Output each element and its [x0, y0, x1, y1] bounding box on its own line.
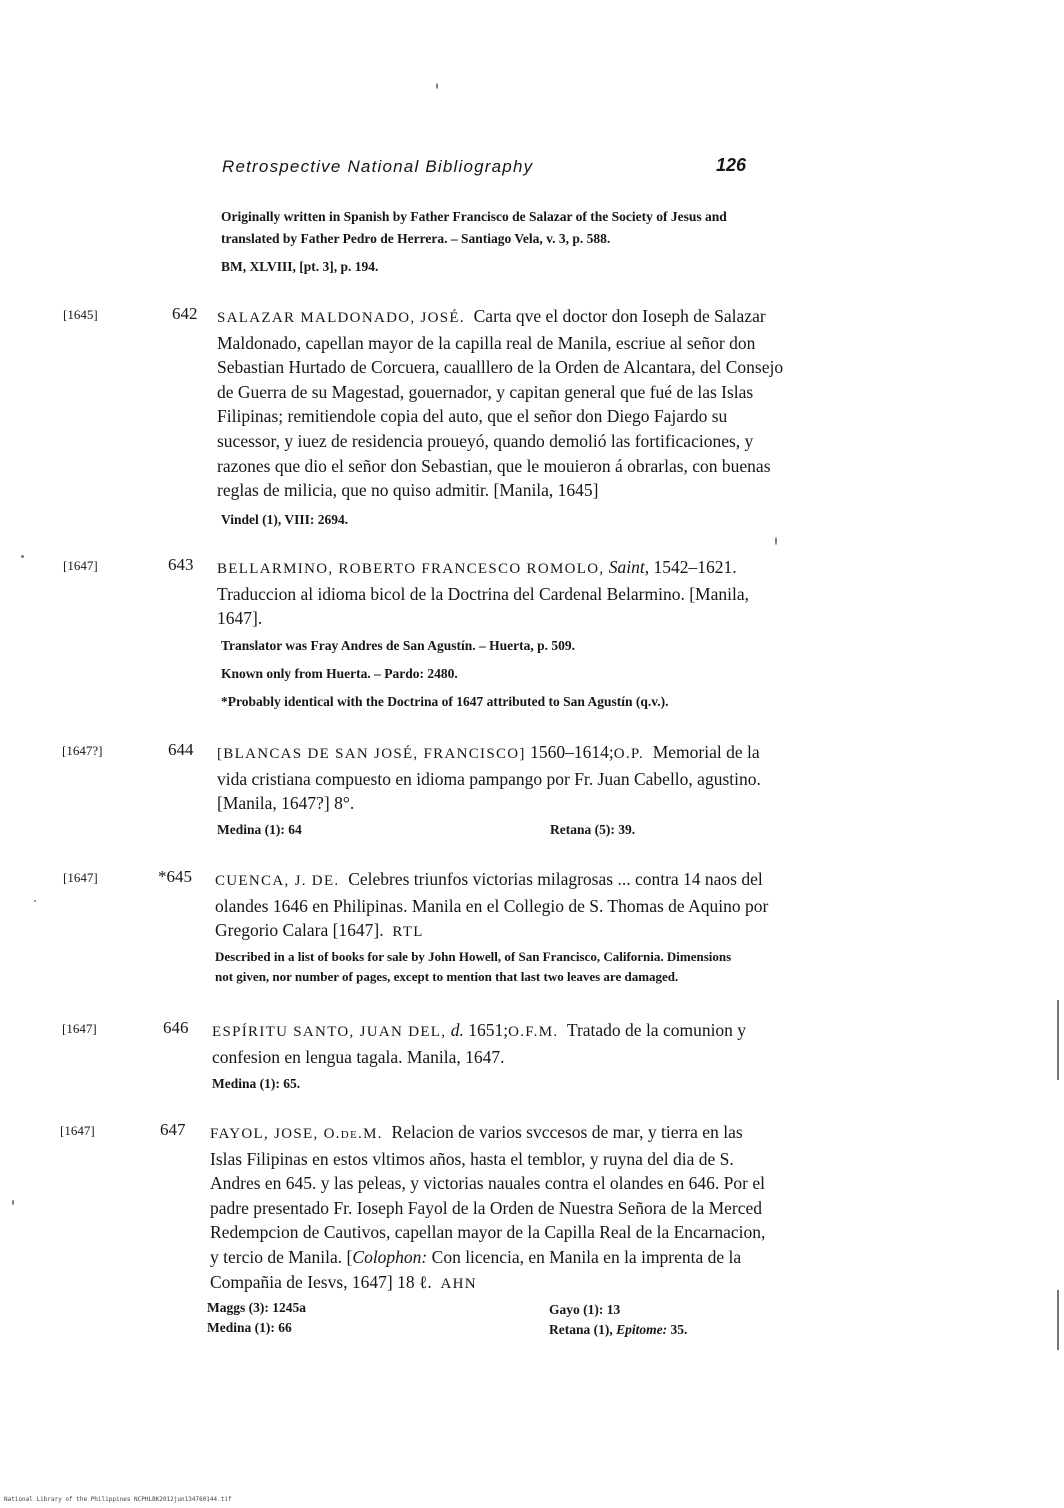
edge-mark — [1057, 1000, 1059, 1080]
entry-year: [1645] — [63, 307, 98, 322]
entry-line: padre presentado Fr. Ioseph Fayol de la Orden de Nuestra Señora de la Merced — [210, 1197, 763, 1218]
entry-location: AHN — [440, 1275, 477, 1292]
entry-text — [210, 1120, 870, 1296]
note-line: Described in a list of books for sale by John Howell, of San Francisco, California. Dimensions — [215, 949, 732, 964]
entry-line: razones que dio el señor don Sebastian, que le mouieron á obrarlas, con buenas — [217, 455, 771, 476]
entry-notes — [215, 947, 875, 987]
entry-author-suffix: d. — [450, 1020, 464, 1040]
entry-notes — [221, 635, 861, 713]
entry-line: Carta qve el doctor don Ioseph de Salazar — [473, 306, 766, 326]
entry-line: Islas Filipinas en estos vltimos años, hasta el temblor, y ruyna del dia de S. — [210, 1148, 734, 1169]
entry-line: reglas de milicia, que no quiso admitir. [Manila, 1645] — [217, 480, 599, 501]
entry-year: [1647] — [63, 870, 98, 885]
entry-author: BELLARMINO, ROBERTO FRANCESCO ROMOLO, — [217, 561, 605, 577]
entry-line: Gregorio Calara [1647]. — [215, 920, 384, 941]
entry-line: Celebres triunfos victorias milagrosas ... contra 14 naos del — [348, 869, 763, 889]
scan-speck — [12, 1200, 14, 1205]
entry-line: Filipinas; remitiendole copia del auto, que el señor don Diego Fajardo su — [217, 406, 728, 427]
entry-line: olandes 1646 en Philipinas. Manila en el Collegio de S. Thomas de Aquino por — [215, 895, 769, 916]
scan-speck — [21, 555, 24, 558]
entry-line: Memorial de la — [652, 742, 760, 762]
entry-line: Sebastian Hurtado de Corcuera, caualllero de la Orden de Alcantara, del Consejo — [217, 357, 784, 378]
entry-author: ESPÍRITU SANTO, JUAN DEL, — [212, 1024, 447, 1040]
entry-author-suffix: Saint, — [608, 557, 650, 577]
entry-number: 646 — [163, 1018, 189, 1037]
note-line: not given, nor number of pages, except to mention that last two leaves are damaged. — [215, 969, 679, 984]
entry-text — [217, 555, 867, 631]
entry-line: Tratado de la comunion y — [566, 1020, 747, 1040]
entry-line: Relacion de varios svccesos de mar, y tierra en las — [391, 1122, 743, 1142]
entry-text — [212, 1018, 862, 1069]
entry-year: [1647] — [62, 1021, 97, 1036]
entry-text — [217, 304, 867, 503]
entry-year: [1647?] — [62, 743, 103, 758]
entry-note: Vindel (1), VIII: 2694. — [221, 512, 349, 527]
entry-author: SALAZAR MALDONADO, JOSÉ. — [217, 310, 465, 326]
entry-line: 1647]. — [217, 608, 263, 629]
entry-number: 642 — [172, 304, 198, 323]
entry-year: [1647] — [60, 1123, 95, 1138]
entry-line: Con licencia, en Manila en la imprenta de la — [431, 1246, 742, 1267]
entry-note: Medina (1): 65. — [212, 1076, 301, 1091]
scan-footer: National Library of the Philippines NCPHLBK2012jun134760144.tif — [4, 1496, 232, 1503]
ref-line: Medina (1): 66 — [207, 1320, 292, 1335]
edge-mark — [1057, 1290, 1059, 1350]
scan-speck — [436, 83, 438, 89]
entry-dates: 1560–1614; — [530, 742, 614, 762]
entry-location: RTL — [392, 924, 424, 941]
entry-line: vida cristiana compuesto en idioma pampango por Fr. Juan Cabello, agustino. — [217, 768, 761, 789]
ref-italic: Epitome: — [616, 1322, 668, 1337]
note-line: Translator was Fray Andres de San Agustín. – Huerta, p. 509. — [221, 638, 576, 653]
entry-refs-left — [207, 1298, 306, 1338]
entry-dates: 1542–1621. — [653, 557, 737, 577]
entry-number: 644 — [168, 740, 194, 759]
entry-line: Traduccion al idioma bicol de la Doctrina del Cardenal Belarmino. [Manila, — [217, 583, 749, 604]
note-line: *Probably identical with the Doctrina of 1647 attributed to San Agustín (q.v.). — [221, 694, 669, 709]
entry-line: de Guerra de su Magestad, gouernador, y capitan general que fué de las Islas — [217, 381, 754, 402]
entry-colophon-label: Colophon: — [352, 1246, 428, 1267]
ref-line: Medina (1): 64 — [217, 822, 302, 837]
entry-order: O.P. — [613, 746, 644, 762]
entry-number: *645 — [158, 867, 192, 886]
note-line: Known only from Huerta. – Pardo: 2480. — [221, 666, 458, 681]
ref-line: Retana (5): 39. — [550, 822, 636, 837]
entry-order: O.F.M. — [508, 1024, 559, 1040]
entry-dates: 1651; — [468, 1020, 509, 1040]
ref-line: Gayo (1): 13 — [549, 1302, 621, 1317]
entry-author: [BLANCAS DE SAN JOSÉ, FRANCISCO] — [217, 746, 526, 762]
entry-line: Redempcion de Cautivos, capellan mayor de la Capilla Real de la Encarnacion, — [210, 1222, 766, 1243]
entry-number: 647 — [160, 1120, 186, 1139]
entry-line: [Manila, 1647?] 8°. — [217, 793, 355, 814]
entry-line: y tercio de Manila. [ — [210, 1246, 353, 1267]
ref-line: Retana (1), — [549, 1322, 613, 1337]
continuation-notes — [221, 206, 861, 278]
scan-speck — [34, 900, 36, 902]
page-number: 126 — [716, 155, 747, 175]
entry-line: sucessor, y iuez de residencia proueyó, quando demolió las fortificaciones, y — [217, 430, 754, 451]
entry-line: confesion en lengua tagala. Manila, 1647. — [212, 1046, 505, 1067]
entry-year: [1647] — [63, 558, 98, 573]
entry-author: FAYOL, JOSE, O.de.M. — [210, 1126, 383, 1142]
entry-refs-right — [550, 820, 635, 840]
entry-refs-right — [549, 1300, 687, 1340]
note-line: Originally written in Spanish by Father Francisco de Salazar of the Society of Jesus and — [221, 209, 727, 224]
entry-line: Maldonado, capellan mayor de la capilla real de Manila, escriue al señor don — [217, 332, 756, 353]
note-line: BM, XLVIII, [pt. 3], p. 194. — [221, 259, 379, 274]
entry-line: Compañia de Iesvs, 1647] 18 ℓ. — [210, 1271, 432, 1292]
running-header-title: Retrospective National Bibliography — [222, 157, 534, 176]
entry-text — [215, 867, 865, 945]
note-line: translated by Father Pedro de Herrera. – Santiago Vela, v. 3, p. 588. — [221, 231, 611, 246]
entry-refs-left — [217, 820, 302, 840]
entry-author: CUENCA, J. DE. — [215, 873, 340, 889]
scan-speck — [775, 537, 777, 545]
ref-line: Maggs (3): 1245a — [207, 1300, 306, 1315]
entry-number: 643 — [168, 555, 194, 574]
entry-text — [217, 740, 867, 816]
entry-line: Andres en 645. y las peleas, y victorias nauales contra el olandes en 646. Por el — [210, 1173, 765, 1194]
ref-line-tail: 35. — [670, 1322, 688, 1337]
